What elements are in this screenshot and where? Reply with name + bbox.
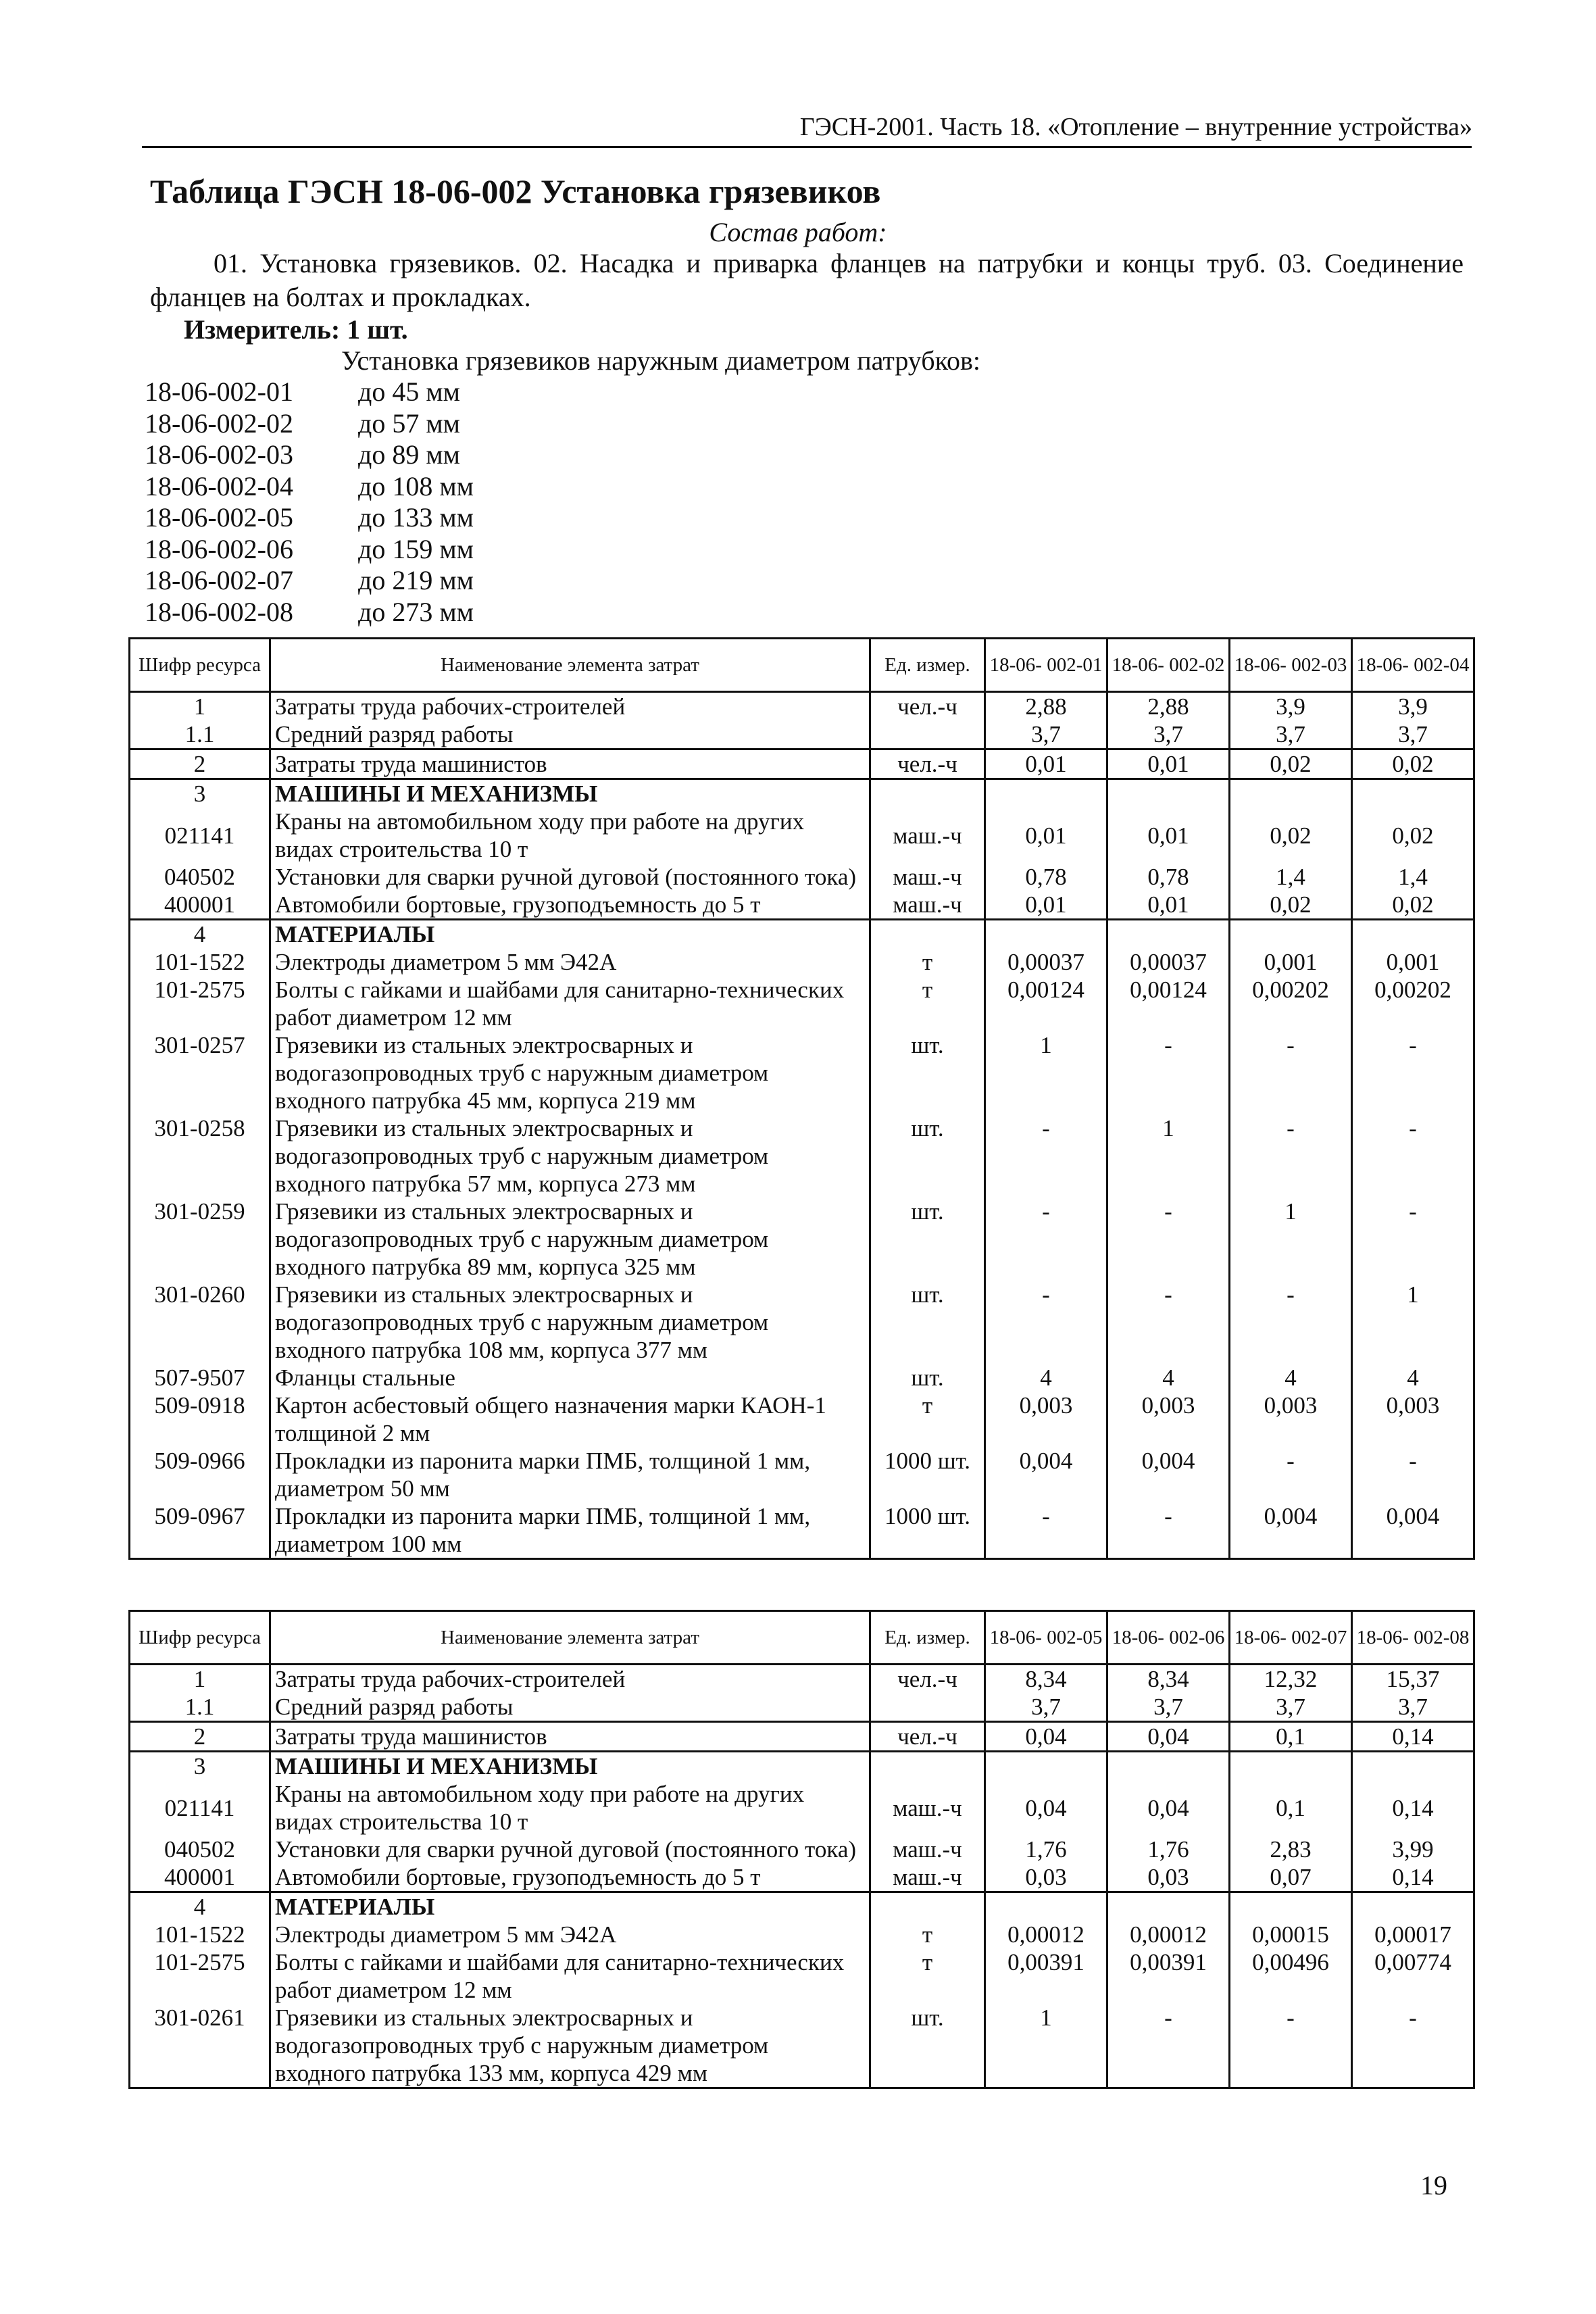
header-variant: 18-06- 002-07	[1230, 1611, 1352, 1665]
resource-name: Электроды диаметром 5 мм Э42А	[270, 1921, 870, 1948]
value-cell: 0,01	[1107, 808, 1230, 863]
value-cell: 0,78	[1107, 863, 1230, 891]
table-row	[130, 1948, 1474, 2004]
value-cell	[1352, 1752, 1474, 1781]
variant-code: 18-06-002-02	[145, 408, 293, 439]
value-cell: 1	[1107, 1114, 1230, 1198]
table-row	[130, 1892, 1474, 1921]
resource-name: Средний разряд работы	[270, 720, 870, 749]
value-cell: 0,00391	[985, 1948, 1107, 2004]
value-cell: 3,7	[1107, 1693, 1230, 1722]
variant-range: до 219 мм	[358, 565, 474, 595]
value-cell: 0,02	[1230, 808, 1352, 863]
variant-list	[145, 376, 618, 627]
table-row	[130, 749, 1474, 779]
unit-cell	[870, 1892, 985, 1921]
value-cell: 1	[1230, 1198, 1352, 1281]
variants-intro: Установка грязевиков наружным диаметром патрубков:	[341, 345, 981, 376]
value-cell: 1	[985, 2004, 1107, 2088]
resource-code: 2	[130, 1722, 270, 1752]
value-cell: 0,001	[1230, 948, 1352, 976]
variant-item	[145, 501, 618, 533]
variant-item	[145, 470, 618, 502]
value-cell: -	[1107, 1281, 1230, 1364]
value-cell: 0,00012	[1107, 1921, 1230, 1948]
value-cell: 0,03	[985, 1863, 1107, 1892]
value-cell	[1107, 1892, 1230, 1921]
table-row	[130, 1364, 1474, 1392]
resource-code: 301-0261	[130, 2004, 270, 2088]
unit-cell: шт.	[870, 1364, 985, 1392]
unit-cell: т	[870, 976, 985, 1031]
header-variant: 18-06- 002-01	[985, 639, 1107, 692]
variant-code: 18-06-002-07	[145, 565, 293, 595]
resource-code: 2	[130, 749, 270, 779]
value-cell: -	[1352, 1031, 1474, 1114]
value-cell: 0,04	[1107, 1722, 1230, 1752]
table-row	[130, 692, 1474, 721]
variant-range: до 108 мм	[358, 470, 474, 501]
resource-code: 301-0259	[130, 1198, 270, 1281]
value-cell: 3,9	[1352, 692, 1474, 721]
unit-cell: т	[870, 948, 985, 976]
value-cell: -	[1230, 1114, 1352, 1198]
measure-unit: Измеритель: 1 шт.	[184, 314, 408, 345]
work-composition-label: Состав работ:	[709, 217, 887, 247]
value-cell: -	[1230, 1281, 1352, 1364]
variant-range: до 89 мм	[358, 439, 460, 470]
value-cell: 0,14	[1352, 1863, 1474, 1892]
value-cell: 0,02	[1230, 891, 1352, 920]
header-unit: Ед. измер.	[870, 1611, 985, 1665]
header-variant: 18-06- 002-08	[1352, 1611, 1474, 1665]
table-row	[130, 1836, 1474, 1863]
resource-code: 101-2575	[130, 1948, 270, 2004]
resource-name: Краны на автомобильном ходу при работе на других видах строительства 10 т	[270, 808, 870, 863]
resource-code: 400001	[130, 1863, 270, 1892]
section-title: МАТЕРИАЛЫ	[270, 920, 870, 949]
value-cell: -	[1107, 1502, 1230, 1559]
variant-code: 18-06-002-08	[145, 596, 293, 627]
resource-code: 509-0918	[130, 1392, 270, 1447]
value-cell: 0,003	[1352, 1392, 1474, 1447]
resource-table-variants-01-04	[128, 637, 1475, 1560]
resource-code: 4	[130, 1892, 270, 1921]
table-row	[130, 1447, 1474, 1502]
resource-code: 040502	[130, 1836, 270, 1863]
value-cell: 0,01	[985, 891, 1107, 920]
value-cell: -	[1230, 2004, 1352, 2088]
table-row	[130, 1198, 1474, 1281]
resource-name: Затраты труда рабочих-строителей	[270, 692, 870, 721]
resource-code: 507-9507	[130, 1364, 270, 1392]
value-cell: 0,00391	[1107, 1948, 1230, 2004]
section-title: МАТЕРИАЛЫ	[270, 1892, 870, 1921]
value-cell: 3,7	[1107, 720, 1230, 749]
value-cell	[985, 779, 1107, 808]
value-cell: 4	[1107, 1364, 1230, 1392]
value-cell: 0,03	[1107, 1863, 1230, 1892]
value-cell: 1,4	[1230, 863, 1352, 891]
unit-cell: шт.	[870, 2004, 985, 2088]
value-cell: -	[1107, 1031, 1230, 1114]
variant-code: 18-06-002-01	[145, 376, 293, 407]
value-cell	[1352, 920, 1474, 949]
value-cell: 0,004	[1352, 1502, 1474, 1559]
value-cell: 2,88	[1107, 692, 1230, 721]
value-cell	[1107, 920, 1230, 949]
resource-code: 101-1522	[130, 948, 270, 976]
resource-code: 101-1522	[130, 1921, 270, 1948]
resource-name: Фланцы стальные	[270, 1364, 870, 1392]
section-title: МАШИНЫ И МЕХАНИЗМЫ	[270, 779, 870, 808]
resource-name: Грязевики из стальных электросварных и водогазопроводных труб с наружным диаметром входного патрубка 108 мм, корпуса 377 мм	[270, 1281, 870, 1364]
table-row	[130, 976, 1474, 1031]
unit-cell	[870, 1693, 985, 1722]
resource-name: Грязевики из стальных электросварных и водогазопроводных труб с наружным диаметром входного патрубка 133 мм, корпуса 429 мм	[270, 2004, 870, 2088]
value-cell: 0,04	[985, 1722, 1107, 1752]
table-row	[130, 1693, 1474, 1722]
header-rule	[142, 146, 1472, 148]
table-row	[130, 779, 1474, 808]
value-cell	[1352, 1892, 1474, 1921]
value-cell: 0,004	[1230, 1502, 1352, 1559]
value-cell: 0,004	[985, 1447, 1107, 1502]
variant-item	[145, 596, 618, 628]
unit-cell: маш.-ч	[870, 1863, 985, 1892]
value-cell: 0,001	[1352, 948, 1474, 976]
variant-item	[145, 376, 618, 408]
resource-code: 3	[130, 779, 270, 808]
value-cell: 0,14	[1352, 1780, 1474, 1836]
value-cell: 0,00202	[1230, 976, 1352, 1031]
table-row	[130, 891, 1474, 920]
unit-cell: шт.	[870, 1198, 985, 1281]
value-cell: 0,04	[985, 1780, 1107, 1836]
table-row	[130, 1502, 1474, 1559]
table-row	[130, 920, 1474, 949]
header-variant: 18-06- 002-02	[1107, 639, 1230, 692]
value-cell: 0,003	[1230, 1392, 1352, 1447]
variant-code: 18-06-002-05	[145, 502, 293, 533]
value-cell: 3,7	[1230, 1693, 1352, 1722]
running-header: ГЭСН-2001. Часть 18. «Отопление – внутренние устройства»	[799, 113, 1472, 141]
table-row	[130, 1863, 1474, 1892]
resource-name: Установки для сварки ручной дуговой (постоянного тока)	[270, 1836, 870, 1863]
value-cell: 0,07	[1230, 1863, 1352, 1892]
value-cell	[985, 920, 1107, 949]
unit-cell	[870, 1752, 985, 1781]
resource-name: Автомобили бортовые, грузоподъемность до 5 т	[270, 891, 870, 920]
variant-range: до 273 мм	[358, 596, 474, 627]
header-variant: 18-06- 002-06	[1107, 1611, 1230, 1665]
value-cell: 4	[1230, 1364, 1352, 1392]
page-number: 19	[1420, 2170, 1447, 2200]
value-cell	[1107, 779, 1230, 808]
value-cell: 1,76	[1107, 1836, 1230, 1863]
value-cell: 0,02	[1352, 891, 1474, 920]
unit-cell	[870, 920, 985, 949]
table-row	[130, 1722, 1474, 1752]
resource-code: 1.1	[130, 1693, 270, 1722]
value-cell: -	[1352, 1114, 1474, 1198]
variant-range: до 45 мм	[358, 376, 460, 407]
value-cell	[1230, 779, 1352, 808]
value-cell: 0,02	[1352, 808, 1474, 863]
value-cell: 3,9	[1230, 692, 1352, 721]
variant-code: 18-06-002-04	[145, 470, 293, 501]
value-cell: -	[1352, 1447, 1474, 1502]
value-cell: 3,7	[1230, 720, 1352, 749]
header-code: Шифр ресурса	[130, 639, 270, 692]
header-variant: 18-06- 002-05	[985, 1611, 1107, 1665]
resource-code: 1	[130, 1665, 270, 1694]
value-cell: 0,00202	[1352, 976, 1474, 1031]
value-cell	[1230, 1752, 1352, 1781]
value-cell: 12,32	[1230, 1665, 1352, 1694]
value-cell: -	[1352, 1198, 1474, 1281]
header-variant: 18-06- 002-03	[1230, 639, 1352, 692]
table-row	[130, 808, 1474, 863]
value-cell: 0,00037	[985, 948, 1107, 976]
resource-code: 509-0967	[130, 1502, 270, 1559]
value-cell: -	[985, 1502, 1107, 1559]
unit-cell: т	[870, 1392, 985, 1447]
value-cell: 1	[1352, 1281, 1474, 1364]
value-cell: 0,02	[1352, 749, 1474, 779]
value-cell: 2,83	[1230, 1836, 1352, 1863]
resource-name: Картон асбестовый общего назначения марки КАОН-1 толщиной 2 мм	[270, 1392, 870, 1447]
value-cell: 0,00774	[1352, 1948, 1474, 2004]
resource-name: Затраты труда машинистов	[270, 1722, 870, 1752]
value-cell: -	[1107, 2004, 1230, 2088]
variant-code: 18-06-002-03	[145, 439, 293, 470]
value-cell: 1,4	[1352, 863, 1474, 891]
variant-item	[145, 564, 618, 596]
value-cell: 8,34	[985, 1665, 1107, 1694]
unit-cell: шт.	[870, 1281, 985, 1364]
resource-name: Грязевики из стальных электросварных и водогазопроводных труб с наружным диаметром входного патрубка 89 мм, корпуса 325 мм	[270, 1198, 870, 1281]
resource-name: Грязевики из стальных электросварных и водогазопроводных труб с наружным диаметром входного патрубка 45 мм, корпуса 219 мм	[270, 1031, 870, 1114]
resource-name: Автомобили бортовые, грузоподъемность до 5 т	[270, 1863, 870, 1892]
unit-cell: маш.-ч	[870, 1780, 985, 1836]
resource-name: Затраты труда машинистов	[270, 749, 870, 779]
value-cell: 3,7	[1352, 1693, 1474, 1722]
value-cell: 0,14	[1352, 1722, 1474, 1752]
resource-name: Грязевики из стальных электросварных и водогазопроводных труб с наружным диаметром входного патрубка 57 мм, корпуса 273 мм	[270, 1114, 870, 1198]
work-composition-text: 01. Установка грязевиков. 02. Насадка и приварка фланцев на патрубки и концы труб. 03. Соединение фланцев на болтах и прокладках.	[150, 248, 1464, 312]
value-cell: 4	[985, 1364, 1107, 1392]
variant-range: до 133 мм	[358, 502, 474, 533]
unit-cell: 1000 шт.	[870, 1502, 985, 1559]
value-cell: 0,1	[1230, 1780, 1352, 1836]
value-cell: 15,37	[1352, 1665, 1474, 1694]
variant-item	[145, 439, 618, 470]
unit-cell	[870, 720, 985, 749]
resource-code: 101-2575	[130, 976, 270, 1031]
value-cell: 0,003	[985, 1392, 1107, 1447]
value-cell: -	[985, 1281, 1107, 1364]
value-cell	[1230, 1892, 1352, 1921]
value-cell: -	[985, 1114, 1107, 1198]
table-row	[130, 720, 1474, 749]
value-cell: 2,88	[985, 692, 1107, 721]
value-cell: 0,1	[1230, 1722, 1352, 1752]
value-cell: 0,01	[985, 808, 1107, 863]
header-variant: 18-06- 002-04	[1352, 639, 1474, 692]
value-cell: 3,99	[1352, 1836, 1474, 1863]
value-cell	[1230, 920, 1352, 949]
resource-code: 021141	[130, 1780, 270, 1836]
value-cell: -	[1107, 1198, 1230, 1281]
value-cell: 3,7	[1352, 720, 1474, 749]
resource-code: 509-0966	[130, 1447, 270, 1502]
resource-code: 301-0257	[130, 1031, 270, 1114]
value-cell: 1,76	[985, 1836, 1107, 1863]
resource-code: 1.1	[130, 720, 270, 749]
unit-cell: маш.-ч	[870, 863, 985, 891]
unit-cell: маш.-ч	[870, 891, 985, 920]
resource-code: 021141	[130, 808, 270, 863]
resource-name: Средний разряд работы	[270, 1693, 870, 1722]
variant-range: до 57 мм	[358, 408, 460, 439]
table-row	[130, 1752, 1474, 1781]
table-title: Таблица ГЭСН 18-06-002 Установка грязевиков	[150, 172, 881, 210]
resource-name: Болты с гайками и шайбами для санитарно-технических работ диаметром 12 мм	[270, 976, 870, 1031]
value-cell: -	[1230, 1447, 1352, 1502]
value-cell: -	[1352, 2004, 1474, 2088]
value-cell: 0,04	[1107, 1780, 1230, 1836]
value-cell: 0,01	[1107, 749, 1230, 779]
unit-cell: чел.-ч	[870, 692, 985, 721]
value-cell: 0,00015	[1230, 1921, 1352, 1948]
unit-cell: шт.	[870, 1114, 985, 1198]
resource-name: Установки для сварки ручной дуговой (постоянного тока)	[270, 863, 870, 891]
value-cell: 8,34	[1107, 1665, 1230, 1694]
resource-code: 1	[130, 692, 270, 721]
value-cell: 3,7	[985, 720, 1107, 749]
table-row	[130, 948, 1474, 976]
unit-cell: т	[870, 1948, 985, 2004]
unit-cell: чел.-ч	[870, 1722, 985, 1752]
table-row	[130, 2004, 1474, 2088]
value-cell: 4	[1352, 1364, 1474, 1392]
unit-cell: шт.	[870, 1031, 985, 1114]
resource-code: 301-0260	[130, 1281, 270, 1364]
header-code: Шифр ресурса	[130, 1611, 270, 1665]
resource-code: 301-0258	[130, 1114, 270, 1198]
resource-name: Электроды диаметром 5 мм Э42А	[270, 948, 870, 976]
header-name: Наименование элемента затрат	[270, 639, 870, 692]
resource-name: Прокладки из паронита марки ПМБ, толщиной 1 мм, диаметром 100 мм	[270, 1502, 870, 1559]
value-cell: 0,00496	[1230, 1948, 1352, 2004]
table-row	[130, 1281, 1474, 1364]
value-cell	[1107, 1752, 1230, 1781]
resource-name: Затраты труда рабочих-строителей	[270, 1665, 870, 1694]
value-cell: 0,02	[1230, 749, 1352, 779]
table-row	[130, 863, 1474, 891]
table-row	[130, 1392, 1474, 1447]
unit-cell: 1000 шт.	[870, 1447, 985, 1502]
unit-cell: т	[870, 1921, 985, 1948]
value-cell: -	[985, 1198, 1107, 1281]
resource-name: Прокладки из паронита марки ПМБ, толщиной 1 мм, диаметром 50 мм	[270, 1447, 870, 1502]
table-row	[130, 1665, 1474, 1694]
value-cell: 0,003	[1107, 1392, 1230, 1447]
unit-cell: маш.-ч	[870, 1836, 985, 1863]
table-row	[130, 1780, 1474, 1836]
resource-table-variants-05-08	[128, 1610, 1475, 2089]
table-row	[130, 1921, 1474, 1948]
value-cell: 0,00012	[985, 1921, 1107, 1948]
resource-code: 040502	[130, 863, 270, 891]
value-cell	[1352, 779, 1474, 808]
resource-name: Болты с гайками и шайбами для санитарно-технических работ диаметром 12 мм	[270, 1948, 870, 2004]
variant-item	[145, 408, 618, 439]
variant-code: 18-06-002-06	[145, 533, 293, 564]
value-cell	[985, 1752, 1107, 1781]
value-cell: 0,01	[1107, 891, 1230, 920]
unit-cell: маш.-ч	[870, 808, 985, 863]
value-cell	[985, 1892, 1107, 1921]
value-cell: 0,78	[985, 863, 1107, 891]
value-cell: 0,01	[985, 749, 1107, 779]
value-cell: 0,004	[1107, 1447, 1230, 1502]
header-unit: Ед. измер.	[870, 639, 985, 692]
section-title: МАШИНЫ И МЕХАНИЗМЫ	[270, 1752, 870, 1781]
value-cell: 1	[985, 1031, 1107, 1114]
resource-name: Краны на автомобильном ходу при работе на других видах строительства 10 т	[270, 1780, 870, 1836]
resource-code: 3	[130, 1752, 270, 1781]
value-cell: 0,00037	[1107, 948, 1230, 976]
value-cell: 3,7	[985, 1693, 1107, 1722]
value-cell: 0,00017	[1352, 1921, 1474, 1948]
unit-cell: чел.-ч	[870, 1665, 985, 1694]
variant-item	[145, 533, 618, 565]
variant-range: до 159 мм	[358, 533, 474, 564]
header-name: Наименование элемента затрат	[270, 1611, 870, 1665]
table-row	[130, 1114, 1474, 1198]
resource-code: 400001	[130, 891, 270, 920]
value-cell: 0,00124	[1107, 976, 1230, 1031]
value-cell: 0,00124	[985, 976, 1107, 1031]
resource-code: 4	[130, 920, 270, 949]
value-cell: -	[1230, 1031, 1352, 1114]
unit-cell: чел.-ч	[870, 749, 985, 779]
unit-cell	[870, 779, 985, 808]
table-row	[130, 1031, 1474, 1114]
